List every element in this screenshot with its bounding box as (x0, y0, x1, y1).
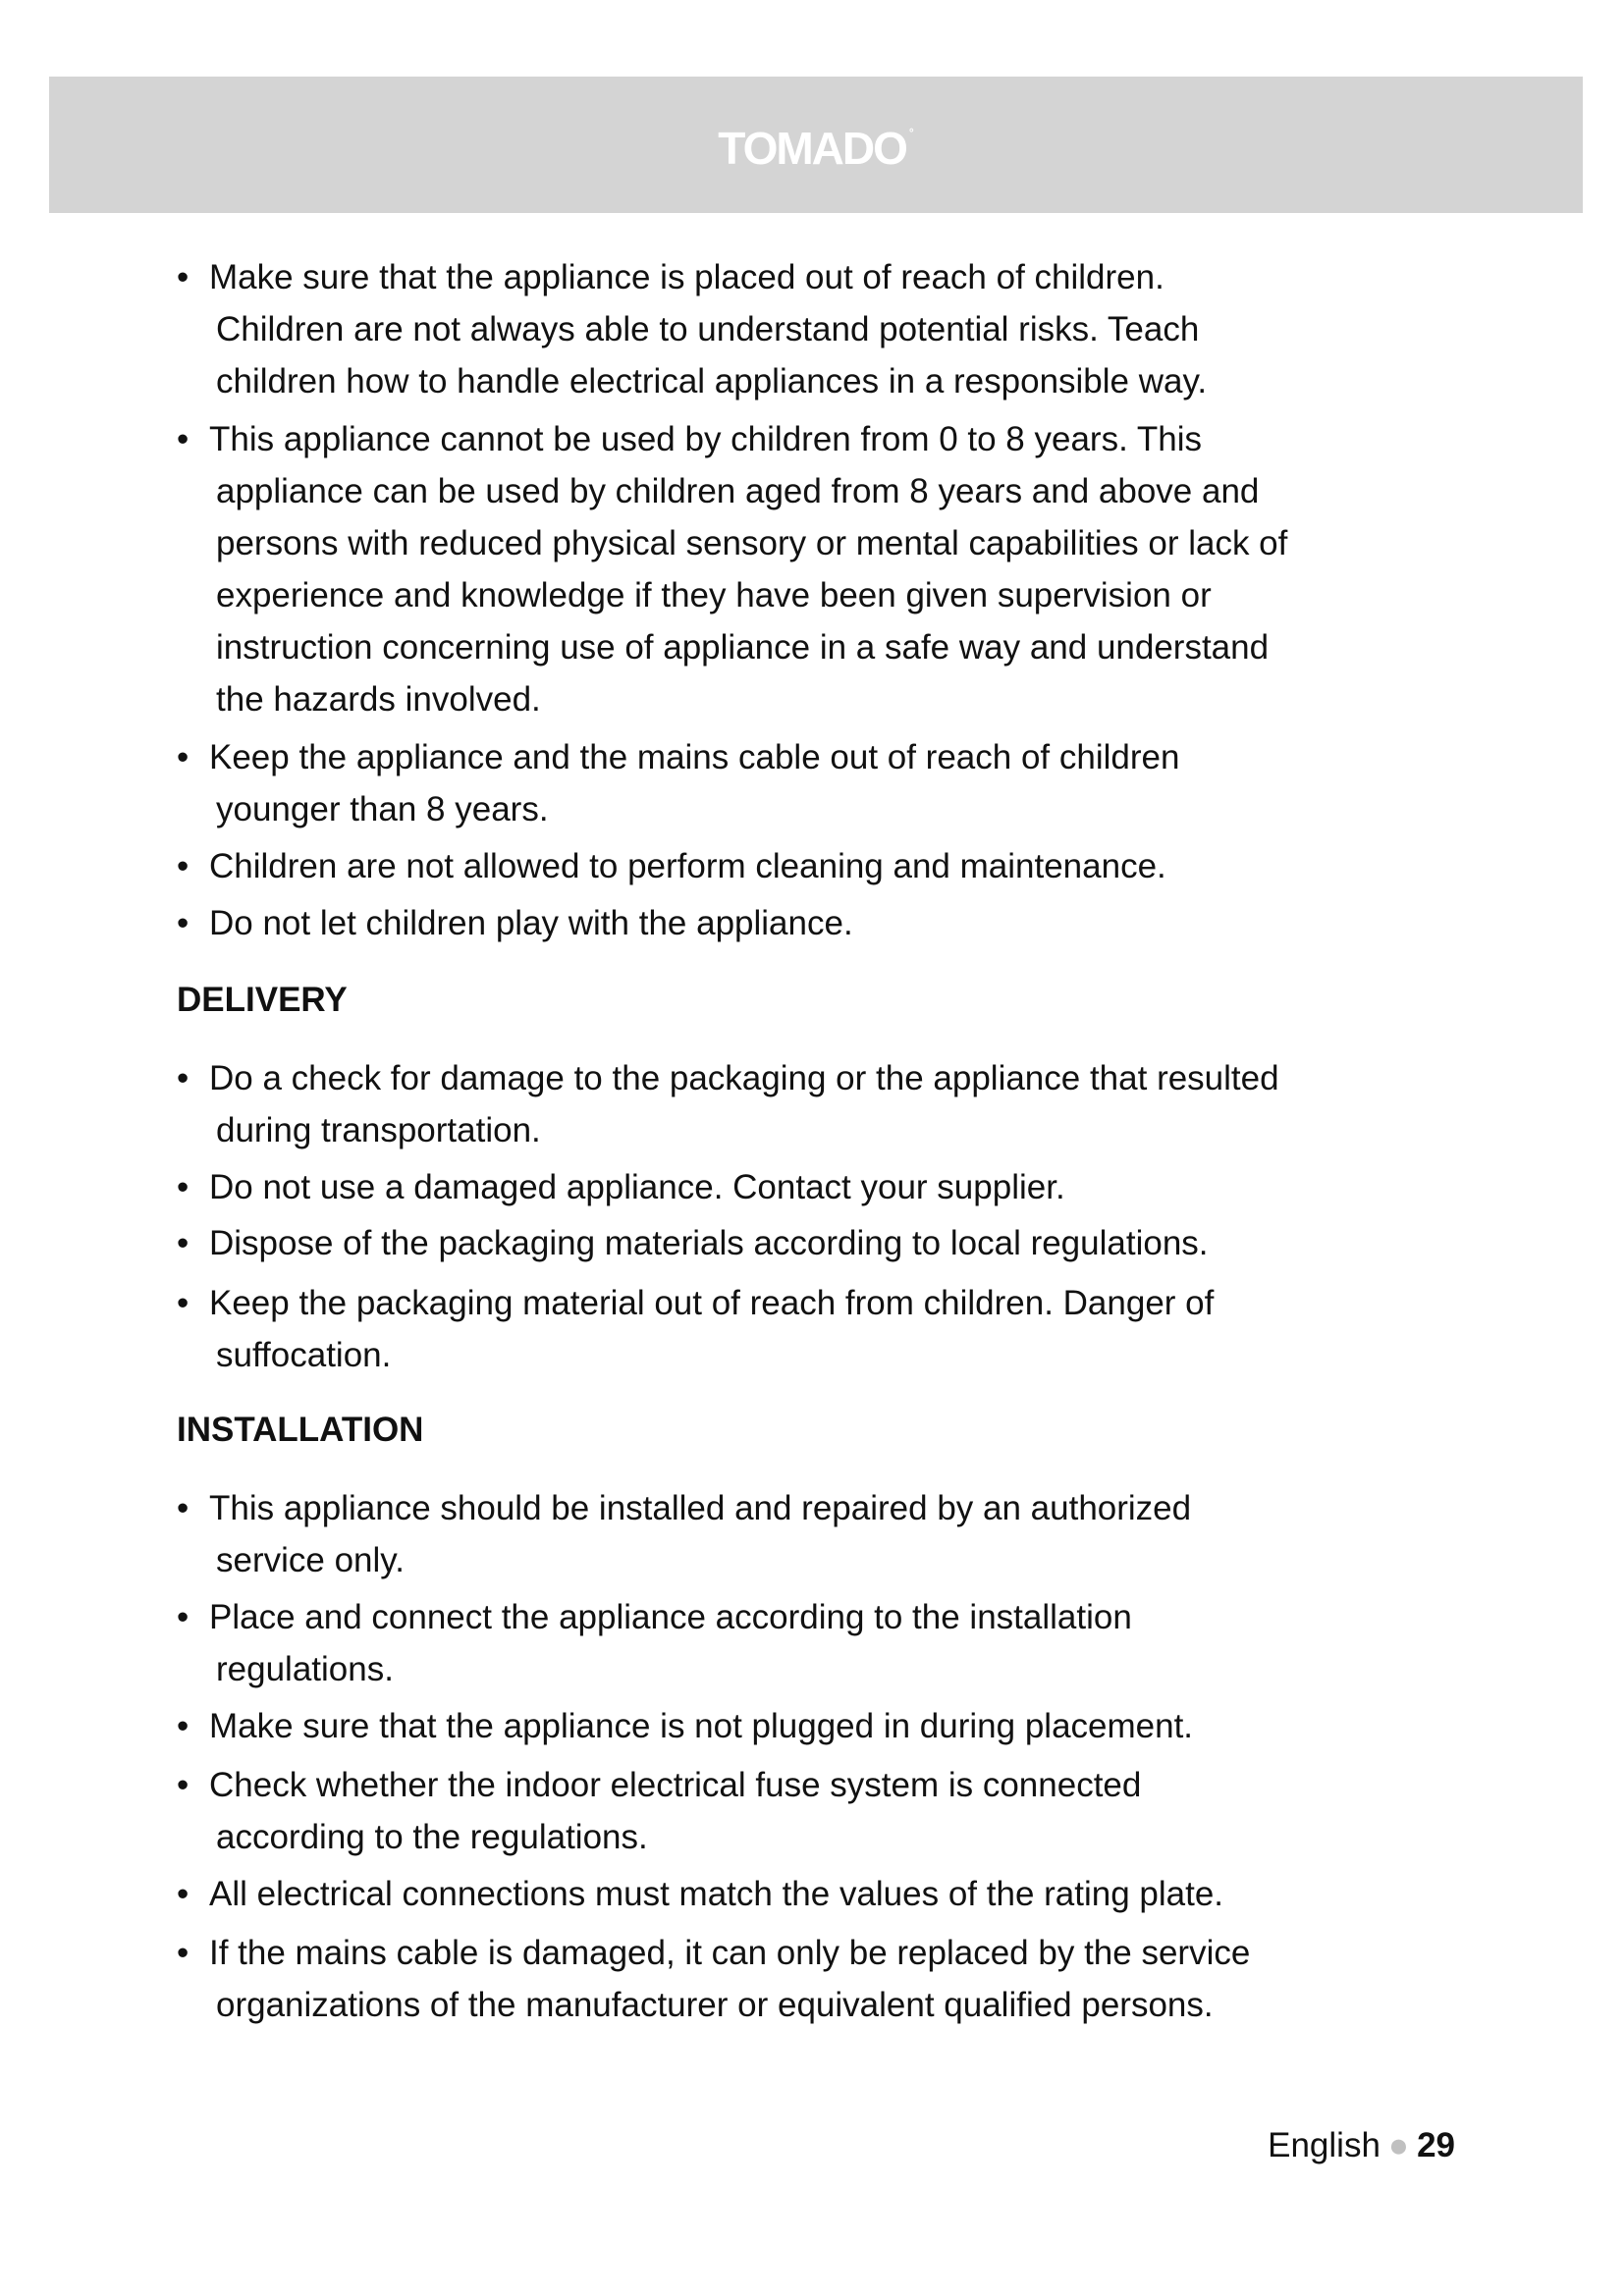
bullet-icon: • (177, 1598, 189, 1636)
bullet-icon: • (177, 1875, 189, 1913)
separator-dot-icon: ● (1387, 2126, 1410, 2164)
bullet-icon: • (177, 1489, 189, 1527)
bullet-text-line: Dispose of the packaging materials according to local regulations. (209, 1224, 1209, 1262)
bullet-item (177, 840, 1483, 892)
bullet-item (177, 731, 1483, 835)
bullet-icon: • (177, 847, 189, 885)
footer-language: English (1268, 2126, 1380, 2164)
bullet-text-line: This appliance should be installed and repaired by an authorized (209, 1489, 1192, 1527)
bullet-text-line: Do not use a damaged appliance. Contact your supplier. (209, 1168, 1065, 1206)
bullet-item (177, 1277, 1483, 1381)
bullet-text-line: Do not let children play with the appliance. (209, 904, 853, 942)
bullet-item (177, 897, 1483, 949)
tomado-logo (49, 122, 1583, 175)
bullet-text-line: Children are not always able to understand potential risks. Teach (216, 310, 1200, 348)
bullet-icon: • (177, 420, 189, 458)
bullet-icon: • (177, 1707, 189, 1745)
bullet-text-line: Check whether the indoor electrical fuse system is connected (209, 1766, 1142, 1804)
page-number: 29 (1417, 2126, 1455, 2164)
bullet-item (177, 1217, 1483, 1269)
bullet-icon: • (177, 258, 189, 296)
bullet-text-line: All electrical connections must match the values of the rating plate. (209, 1875, 1224, 1913)
bullet-item (177, 1700, 1483, 1752)
bullet-text-line: the hazards involved. (216, 680, 541, 719)
bullet-text-line: Children are not allowed to perform cleaning and maintenance. (209, 847, 1166, 885)
bullet-icon: • (177, 1224, 189, 1262)
bullet-text-line: Place and connect the appliance according to the installation (209, 1598, 1132, 1636)
page-header-band (49, 77, 1583, 213)
logo-text: TOMADO (718, 123, 906, 174)
bullet-text-line: Do a check for damage to the packaging or the appliance that resulted (209, 1059, 1279, 1097)
bullet-text-line: Keep the packaging material out of reach from children. Danger of (209, 1284, 1215, 1322)
bullet-text-line: This appliance cannot be used by children from 0 to 8 years. This (209, 420, 1203, 458)
bullet-item (177, 1482, 1483, 1586)
bullet-item (177, 1161, 1483, 1213)
bullet-item (177, 251, 1483, 407)
bullet-text-line: younger than 8 years. (216, 790, 549, 828)
bullet-text-line: during transportation. (216, 1111, 541, 1149)
bullet-text-line: regulations. (216, 1650, 394, 1688)
bullet-text-line: Make sure that the appliance is not plugged in during placement. (209, 1707, 1194, 1745)
bullet-icon: • (177, 1766, 189, 1804)
section-heading: INSTALLATION (177, 1411, 424, 1449)
bullet-icon: • (177, 1168, 189, 1206)
bullet-item (177, 1927, 1483, 2031)
bullet-text-line: organizations of the manufacturer or equivalent qualified persons. (216, 1986, 1214, 2024)
bullet-text-line: appliance can be used by children aged from 8 years and above and (216, 472, 1260, 510)
bullet-item (177, 413, 1483, 725)
bullet-item (177, 1868, 1483, 1920)
bullet-icon: • (177, 904, 189, 942)
bullet-item (177, 1052, 1483, 1156)
section-heading: DELIVERY (177, 981, 348, 1019)
bullet-text-line: Keep the appliance and the mains cable out of reach of children (209, 738, 1180, 776)
bullet-text-line: persons with reduced physical sensory or mental capabilities or lack of (216, 524, 1288, 562)
bullet-text-line: experience and knowledge if they have been given supervision or (216, 576, 1212, 614)
bullet-icon: • (177, 1284, 189, 1322)
bullet-icon: • (177, 738, 189, 776)
bullet-item (177, 1591, 1483, 1695)
bullet-text-line: Make sure that the appliance is placed out of reach of children. (209, 258, 1164, 296)
registered-mark: ° (908, 126, 914, 139)
bullet-icon: • (177, 1934, 189, 1972)
bullet-text-line: If the mains cable is damaged, it can only be replaced by the service (209, 1934, 1251, 1972)
bullet-text-line: suffocation. (216, 1336, 392, 1374)
page-footer (1268, 2119, 1455, 2171)
bullet-item (177, 1759, 1483, 1863)
bullet-text-line: service only. (216, 1541, 405, 1579)
bullet-text-line: children how to handle electrical appliances in a responsible way. (216, 362, 1208, 400)
bullet-text-line: according to the regulations. (216, 1818, 648, 1856)
bullet-text-line: instruction concerning use of appliance in a safe way and understand (216, 628, 1270, 667)
bullet-icon: • (177, 1059, 189, 1097)
